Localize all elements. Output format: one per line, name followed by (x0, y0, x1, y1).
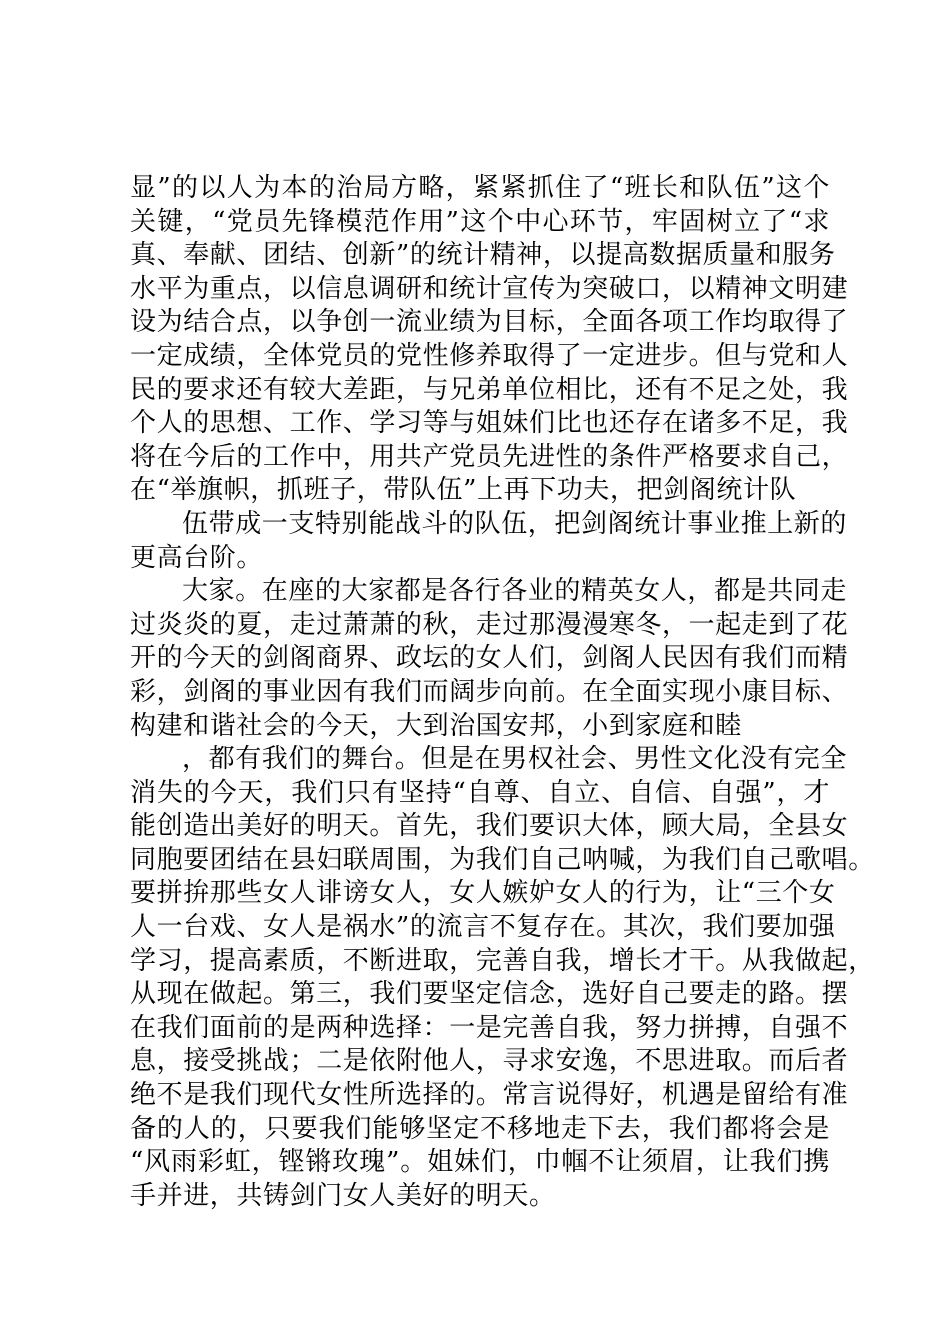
text-line: 构建和谐社会的今天，大到治国安邦，小到家庭和睦 (130, 710, 742, 741)
text-line: 更高台阶。 (130, 542, 264, 573)
text-line: 消失的今天，我们只有坚持“自尊、自立、自信、自强”，才 (130, 777, 830, 808)
paragraph-1 (130, 172, 849, 508)
text-line: 绝不是我们现代女性所选择的。常言说得好，机遇是留给有准 (130, 1080, 849, 1111)
text-line: 将在今后的工作中，用共产党员先进性的条件严格要求自己， (130, 441, 849, 472)
paragraph-4 (130, 743, 875, 1213)
text-line: 要拼拚那些女人诽谤女人，女人嫉妒女人的行为，让“三个女 (130, 878, 836, 909)
text-line: 息，接受挑战；二是依附他人，寻求安逸，不思进取。而后者 (130, 1046, 849, 1077)
text-line: 备的人的，只要我们能够坚定不移地走下去，我们都将会是 (130, 1113, 830, 1144)
paragraph-3 (130, 575, 849, 743)
text-line: 同胞要团结在县妇联周围，为我们自己呐喊，为我们自己歌唱。 (130, 844, 875, 875)
text-line: 设为结合点，以争创一流业绩为目标，全面各项工作均取得了 (130, 307, 849, 338)
text-line: 人一台戏、女人是祸水”的流言不复存在。其次，我们要加强 (130, 912, 836, 943)
text-line: 真、奉献、团结、创新”的统计精神，以提高数据质量和服务 (130, 240, 836, 271)
text-line: 开的今天的剑阁商界、政坛的女人们，剑阁人民因有我们而精 (130, 643, 849, 674)
text-line: 伍带成一支特别能战斗的队伍，把剑阁统计事业推上新的 (182, 508, 848, 539)
text-line: 一定成绩，全体党员的党性修养取得了一定进步。但与党和人 (130, 340, 849, 371)
text-line: 关键，“党员先锋模范作用”这个中心环节，牢固树立了“求 (130, 206, 830, 237)
text-line: 水平为重点，以信息调研和统计宣传为突破口，以精神文明建 (130, 273, 849, 304)
text-line: 过炎炎的夏，走过萧萧的秋，走过那漫漫寒冬，一起走到了花 (130, 609, 849, 640)
text-line: 能创造出美好的明天。首先，我们要识大体，顾大局，全县女 (130, 811, 849, 842)
paragraph-2 (130, 508, 848, 575)
text-line: 大家。在座的大家都是各行各业的精英女人，都是共同走 (182, 576, 848, 607)
text-line: 从现在做起。第三，我们要坚定信念，选好自己要走的路。摆 (130, 979, 849, 1010)
text-line: 彩，剑阁的事业因有我们而阔步向前。在全面实现小康目标、 (130, 676, 849, 707)
text-line: 学习，提高素质，不断进取，完善自我，增长才干。从我做起， (130, 945, 875, 976)
document-body (130, 172, 875, 1213)
text-line: 民的要求还有较大差距，与兄弟单位相比，还有不足之处，我 (130, 374, 849, 405)
text-line: “风雨彩虹，铿锵玫瑰”。姐妹们，巾帼不让须眉，让我们携 (130, 1147, 830, 1178)
text-line: 在我们面前的是两种选择：一是完善自我，努力拼搏，自强不 (130, 1012, 849, 1043)
text-line: 在“举旗帜，抓班子，带队伍”上再下功夫，把剑阁统计队 (130, 475, 797, 506)
text-line: 个人的思想、工作、学习等与姐妹们比也还存在诸多不足，我 (130, 408, 849, 439)
text-line: 手并进，共铸剑门女人美好的明天。 (130, 1180, 556, 1211)
text-line: ，都有我们的舞台。但是在男权社会、男性文化没有完全 (182, 744, 848, 775)
text-line: 显”的以人为本的治局方略，紧紧抓住了“班长和队伍”这个 (130, 173, 830, 203)
